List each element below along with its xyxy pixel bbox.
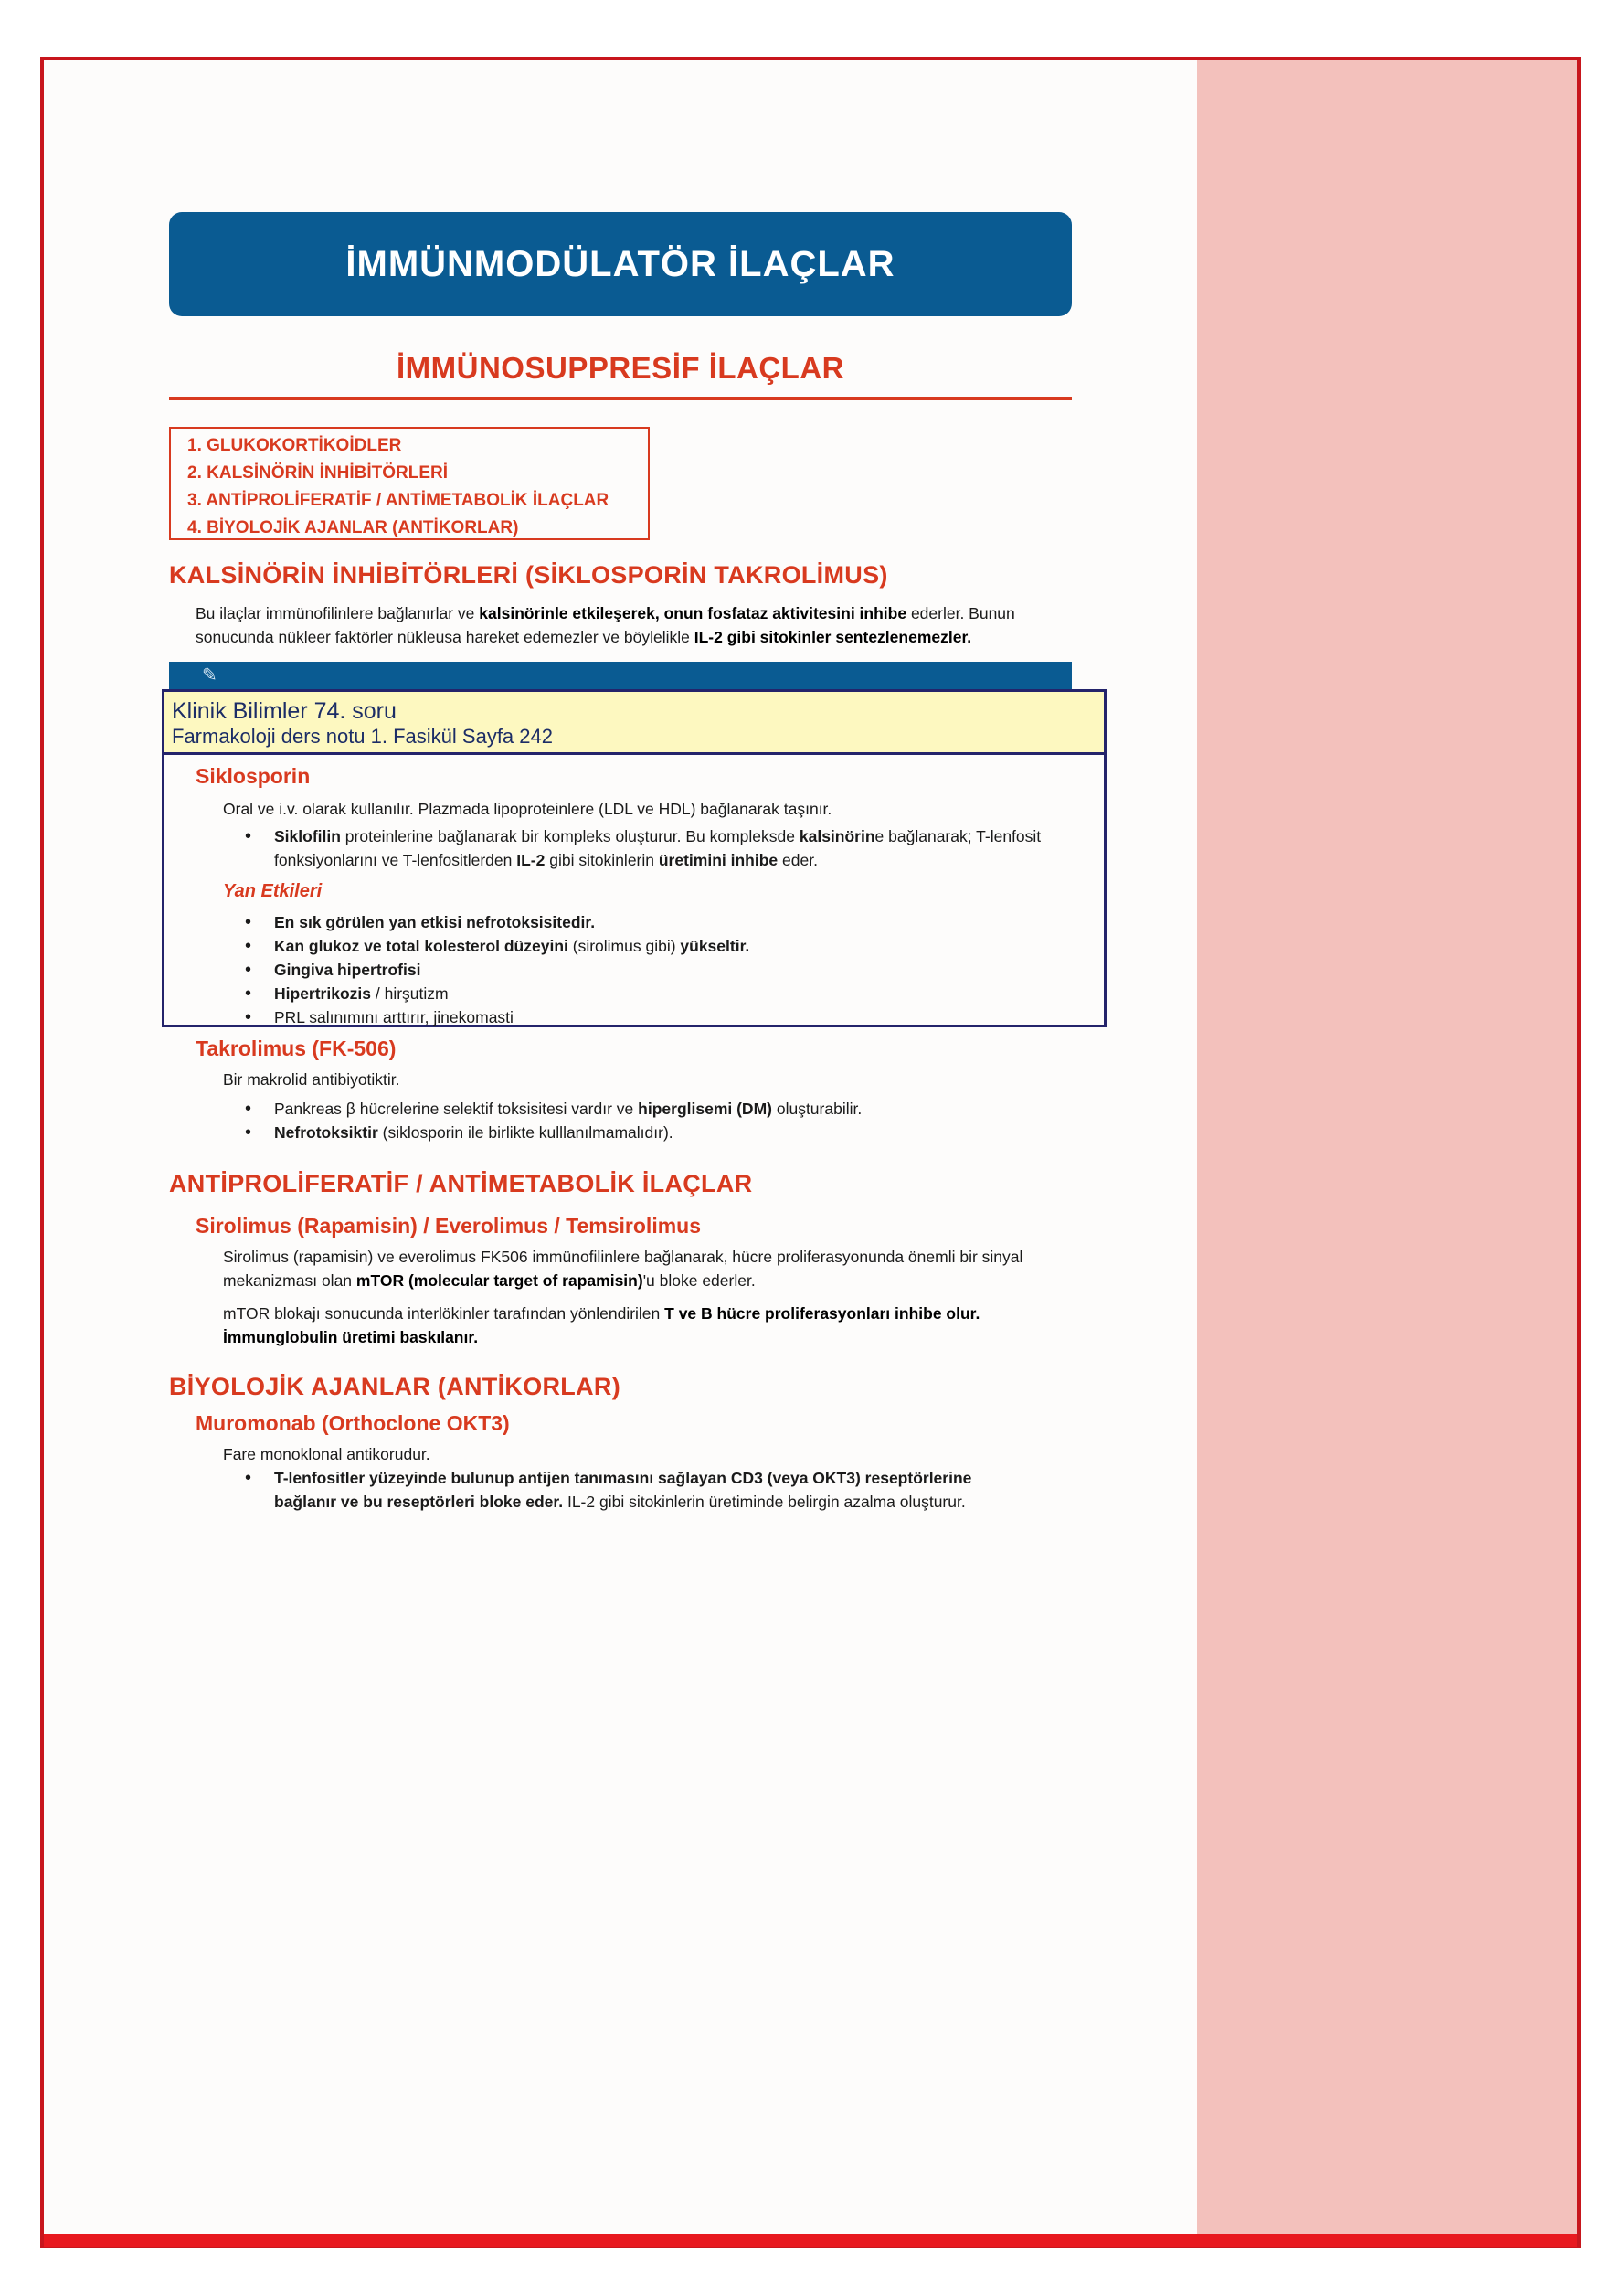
list-item: • En sık görülen yan etkisi nefrotoksisitedir. (223, 910, 1082, 934)
list-item: • T-lenfositler yüzeyinde bulunup antijen tanımasını sağlayan CD3 (veya OKT3) reseptörlerine bağlanır ve bu reseptörleri bloke eder. IL-2 gibi sitokinlerin üretiminde belirgin azalma oluşturur. (223, 1466, 1082, 1514)
subtitle-divider (169, 397, 1072, 400)
muromonab-line: Fare monoklonal antikorudur. (223, 1445, 430, 1463)
sirolimus-paragraph-1: Sirolimus (rapamisin) ve everolimus FK506 immünofilinlere bağlanarak, hücre proliferasyonunda önemli bir sinyal mekanizması olan mTOR (molecular target of rapamisin)'u bloke ederler. (223, 1248, 1023, 1290)
sirolimus-heading: Sirolimus (Rapamisin) / Everolimus / Temsirolimus (196, 1214, 701, 1238)
note-line-1: Klinik Bilimler 74. soru (172, 698, 397, 724)
list-item: • Hipertrikozis / hirşutizm (223, 982, 1082, 1005)
title-banner (169, 212, 1072, 316)
annotation-note (162, 689, 1107, 755)
section-subtitle: İMMÜNOSUPPRESİF İLAÇLAR (397, 351, 844, 385)
list-item: • Pankreas β hücrelerine selektif toksisitesi vardır ve hiperglisemi (DM) oluşturabilir. (223, 1097, 1082, 1121)
note-line-2: Farmakoloji ders notu 1. Fasikül Sayfa 242 (172, 725, 553, 748)
antiproliferatif-heading: ANTİPROLİFERATİF / ANTİMETABOLİK İLAÇLAR (169, 1170, 753, 1197)
side-panel (1197, 60, 1577, 2234)
muromonab-heading: Muromonab (Orthoclone OKT3) (196, 1411, 510, 1435)
page-title: İMMÜNMODÜLATÖR İLAÇLAR (345, 243, 895, 284)
list-item: • Kan glukoz ve total kolesterol düzeyini (sirolimus gibi) yükseltir. (223, 934, 1082, 958)
muromonab-list (223, 1466, 1082, 1514)
takrolimus-line: Bir makrolid antibiyotiktir. (223, 1070, 400, 1089)
biyolojik-heading: BİYOLOJİK AJANLAR (ANTİKORLAR) (169, 1373, 620, 1400)
kalsinorin-heading: KALSİNÖRİN İNHİBİTÖRLERİ (SİKLOSPORİN TAKROLİMUS) (169, 561, 888, 589)
toc-item: 2. KALSİNÖRİN İNHİBİTÖRLERİ (187, 463, 449, 483)
kalsinorin-intro: Bu ilaçlar immünofilinlere bağlanırlar ve kalsinörinle etkileşerek, onun fosfataz aktivitesini inhibe ederler. Bunun sonucunda nükleer faktörler nükleusa hareket edemezler ve böylelikle IL-2 gibi sitokinler sentezlenemezler. (196, 604, 1015, 646)
pencil-icon: ✎ (202, 665, 217, 686)
siklosporin-line: Oral ve i.v. olarak kullanılır. Plazmada lipoproteinlere (LDL ve HDL) bağlanarak taşınır. (223, 800, 832, 818)
sirolimus-paragraph-2: mTOR blokajı sonucunda interlökinler tarafından yönlendirilen T ve B hücre proliferasyonları inhibe olur. İmmunglobulin üretimi baskılanır. (223, 1304, 980, 1346)
takrolimus-list (223, 1097, 1082, 1144)
toc-item: 4. BİYOLOJİK AJANLAR (ANTİKORLAR) (187, 518, 519, 537)
list-item: • Siklofilin proteinlerine bağlanarak bir kompleks oluşturur. Bu kompleksde kalsinörine bağlanarak; T-lenfosit fonksiyonlarını ve T-lenfositlerden IL-2 gibi sitokinlerin üretimini inhibe eder. (223, 824, 1082, 872)
siklosporin-heading: Siklosporin (196, 764, 311, 788)
bottom-bar (44, 2234, 1577, 2247)
list-item: • Gingiva hipertrofisi (223, 958, 1082, 982)
toc-item: 1. GLUKOKORTİKOİDLER (187, 436, 402, 455)
side-effects-heading: Yan Etkileri (223, 881, 323, 901)
takrolimus-heading: Takrolimus (FK-506) (196, 1036, 397, 1060)
side-effects-list (223, 910, 1082, 1029)
table-of-contents (169, 427, 650, 540)
info-bar (169, 662, 1072, 693)
toc-item: 3. ANTİPROLİFERATİF / ANTİMETABOLİK İLAÇLAR (187, 491, 609, 510)
list-item: • PRL salınımını arttırır, jinekomasti (223, 1005, 1082, 1029)
list-item: • Nefrotoksiktir (siklosporin ile birlikte kulllanılmamalıdır). (223, 1121, 1082, 1144)
siklosporin-list (223, 824, 1082, 872)
